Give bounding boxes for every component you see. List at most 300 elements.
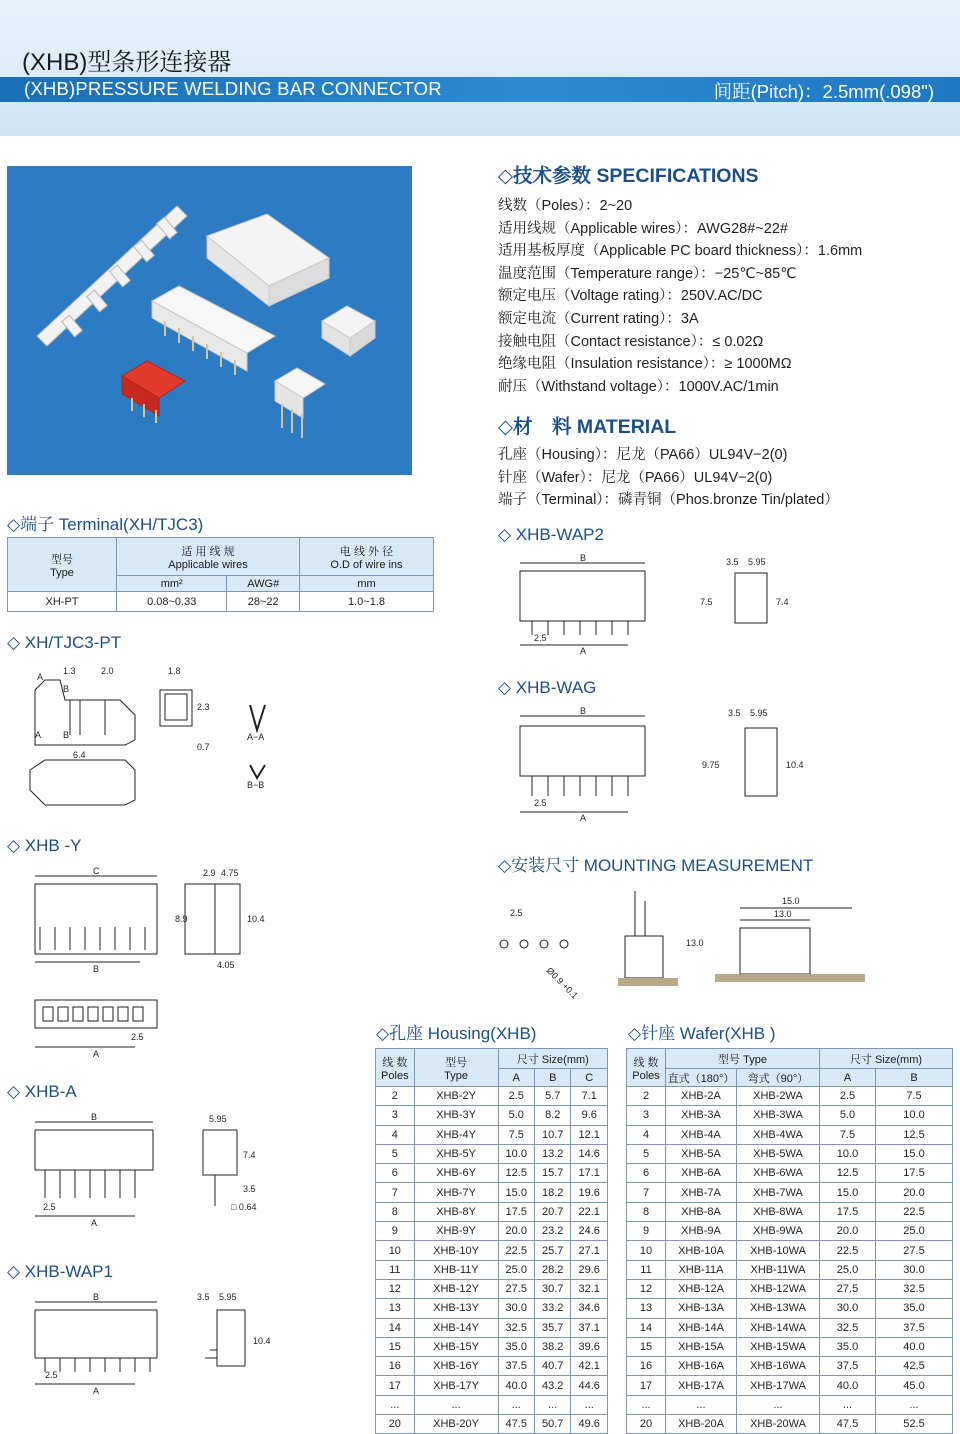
housing-cell: 35.7	[535, 1318, 571, 1337]
xhb-a-dim-595: 5.95	[209, 1114, 227, 1124]
xhb-wap1-dim-35: 3.5	[197, 1292, 210, 1302]
housing-row	[376, 1222, 608, 1241]
xhb-wap2-drawing	[510, 551, 820, 656]
wafer-row	[627, 1202, 953, 1221]
housing-row	[376, 1202, 608, 1221]
housing-row	[376, 1376, 608, 1395]
wafer-cell: XHB-12WA	[737, 1279, 820, 1298]
spec-insulation: 绝缘电阻（Insulation resistance）：≥ 1000MΩ	[498, 356, 792, 372]
housing-col-a: A	[498, 1069, 534, 1087]
housing-row	[376, 1299, 608, 1318]
wafer-cell: 7.5	[820, 1125, 876, 1144]
wafer-cell: XHB-20A	[666, 1415, 737, 1434]
xhb-wag-dim-104: 10.4	[786, 760, 804, 770]
wafer-cell: XHB-17WA	[737, 1376, 820, 1395]
page-title-cn: (XHB)型条形连接器	[22, 49, 232, 76]
housing-cell: 22.5	[498, 1241, 534, 1260]
mounting-heading: ◇安装尺寸 MOUNTING MEASUREMENT	[498, 856, 814, 875]
wafer-cell: XHB-15A	[666, 1337, 737, 1356]
wafer-cell: XHB-16A	[666, 1357, 737, 1376]
mounting-dim-pitch: 2.5	[510, 908, 523, 918]
wafer-cell: 16	[627, 1357, 666, 1376]
xhb-a-dim-064: □ 0.64	[231, 1202, 257, 1212]
housing-cell: 30.7	[535, 1279, 571, 1298]
wafer-cell: 20	[627, 1415, 666, 1434]
terminal-unit-mm2: mm²	[117, 576, 227, 592]
xhb-wag-drawing	[510, 704, 820, 824]
wafer-cell: XHB-4WA	[737, 1125, 820, 1144]
wafer-cell: 3	[627, 1106, 666, 1125]
xhb-y-dim-89: 8.9	[175, 914, 188, 924]
wafer-cell: 20.0	[820, 1222, 876, 1241]
wafer-right-angle	[275, 368, 325, 438]
wafer-cell: XHB-7A	[666, 1183, 737, 1202]
wafer-cell: XHB-6A	[666, 1164, 737, 1183]
spec-board: 适用基板厚度（Applicable PC board thickness）：1.6mm	[498, 243, 863, 259]
wafer-cell: 45.0	[876, 1376, 953, 1395]
housing-cell: 18.2	[535, 1183, 571, 1202]
wafer-cell: 32.5	[876, 1279, 953, 1298]
wafer-cell: XHB-2A	[666, 1087, 737, 1106]
mounting-drawing	[490, 876, 870, 1006]
xh-pt-section-aa: A−A	[247, 732, 265, 742]
wafer-cell: 17.5	[876, 1164, 953, 1183]
housing-cell: 19.6	[571, 1183, 608, 1202]
wafer-cell: 47.5	[820, 1415, 876, 1434]
xh-pt-dim-6: 0.7	[197, 742, 210, 752]
housing-col-b: B	[535, 1069, 571, 1087]
wafer-cell: 35.0	[820, 1337, 876, 1356]
housing-cell: 12.5	[498, 1164, 534, 1183]
wafer-cell: XHB-9A	[666, 1222, 737, 1241]
wafer-row	[627, 1279, 953, 1298]
wafer-row	[627, 1260, 953, 1279]
housing-row	[376, 1144, 608, 1163]
wafer-cell: XHB-12A	[666, 1279, 737, 1298]
housing-cell: 39.6	[571, 1337, 608, 1356]
housing-cell: 27.5	[498, 1279, 534, 1298]
wafer-cell: XHB-3A	[666, 1106, 737, 1125]
mounting-dim-hole: Ø0.9 +0.1	[544, 965, 580, 1001]
housing-cell: XHB-3Y	[414, 1106, 498, 1125]
xhb-wag-dim-595: 5.95	[750, 708, 768, 718]
xhb-wap2-heading: ◇ XHB-WAP2	[498, 525, 604, 544]
housing-cell: 25.0	[498, 1260, 534, 1279]
terminal-col-od: 电 线 外 径 O.D of wire ins	[300, 538, 434, 576]
xhb-y-heading: ◇ XHB -Y	[7, 836, 82, 855]
housing-cell: XHB-7Y	[414, 1183, 498, 1202]
wafer-row	[627, 1144, 953, 1163]
housing-cell: 25.7	[535, 1241, 571, 1260]
wafer-cell: XHB-17A	[666, 1376, 737, 1395]
material-terminal: 端子（Terminal）：磷青铜（Phos.bronze Tin/plated）	[498, 492, 839, 508]
wafer-row	[627, 1183, 953, 1202]
xh-pt-label-a2: A	[35, 730, 42, 740]
xhb-y-dim-475: 4.75	[221, 868, 239, 878]
wafer-cell: XHB-20WA	[737, 1415, 820, 1434]
housing-cell: 38.2	[535, 1337, 571, 1356]
housing-cell: 23.2	[535, 1222, 571, 1241]
wafer-cell: 25.0	[876, 1222, 953, 1241]
wafer-cell: XHB-9WA	[737, 1222, 820, 1241]
product-photo	[7, 166, 412, 475]
xhb-wap2-dim-b: B	[580, 553, 587, 563]
wafer-cell: 22.5	[820, 1241, 876, 1260]
housing-cell: 14.6	[571, 1144, 608, 1163]
terminal-col-type: 型号 Type	[8, 538, 117, 592]
xhb-wap2-dim-25: 2.5	[534, 633, 547, 643]
housing-cell: 4	[376, 1125, 415, 1144]
housing-cell: ...	[498, 1395, 534, 1414]
xhb-a-heading: ◇ XHB-A	[7, 1082, 77, 1101]
housing-cell: XHB-4Y	[414, 1125, 498, 1144]
spec-wires: 适用线规（Applicable wires）：AWG28#~22#	[498, 221, 788, 237]
housing-cell: 12	[376, 1279, 415, 1298]
xh-pt-label-b2: B	[63, 730, 70, 740]
wafer-cell: 12.5	[820, 1164, 876, 1183]
wafer-cell: 7.5	[876, 1087, 953, 1106]
wafer-cell: 5	[627, 1144, 666, 1163]
wafer-cell: 22.5	[876, 1202, 953, 1221]
wafer-cell: 11	[627, 1260, 666, 1279]
xhb-wap1-dim-b: B	[93, 1292, 100, 1302]
housing-cell: 29.6	[571, 1260, 608, 1279]
housing-cell: 32.5	[498, 1318, 534, 1337]
terminal-unit-awg: AWG#	[227, 576, 300, 592]
housing-row	[376, 1106, 608, 1125]
housing-cell: XHB-17Y	[414, 1376, 498, 1395]
wafer-row	[627, 1337, 953, 1356]
housing-cell: XHB-20Y	[414, 1415, 498, 1434]
wafer-cell: 15	[627, 1337, 666, 1356]
housing-cell: ...	[376, 1395, 415, 1414]
wafer-cell: XHB-7WA	[737, 1183, 820, 1202]
spec-voltage: 额定电压（Voltage rating）：250V.AC/DC	[498, 288, 763, 304]
wafer-red	[122, 361, 185, 423]
terminal-heading: ◇端子 Terminal(XH/TJC3)	[7, 515, 204, 534]
page-header	[0, 0, 960, 136]
xhb-wap1-dim-104: 10.4	[253, 1336, 271, 1346]
housing-cell: 15.0	[498, 1183, 534, 1202]
wafer-col-size: 尺寸 Size(mm)	[820, 1049, 953, 1069]
terminal-table	[7, 537, 434, 612]
housing-cell: XHB-10Y	[414, 1241, 498, 1260]
wafer-cell: XHB-6WA	[737, 1164, 820, 1183]
wafer-cell: XHB-5WA	[737, 1144, 820, 1163]
spec-poles: 线数（Poles）：2~20	[498, 198, 633, 214]
housing-cell: 35.0	[498, 1337, 534, 1356]
housing-cell: 43.2	[535, 1376, 571, 1395]
housing-cell: 10	[376, 1241, 415, 1260]
housing-cell: 17	[376, 1376, 415, 1395]
housing-row	[376, 1357, 608, 1376]
wafer-cell: XHB-13WA	[737, 1299, 820, 1318]
xh-pt-section-bb: B−B	[247, 780, 265, 790]
housing-cell: 20.7	[535, 1202, 571, 1221]
wafer-col-type: 型号 Type	[666, 1049, 820, 1069]
xhb-wap2-dim-a: A	[580, 646, 587, 656]
wafer-cell: 9	[627, 1222, 666, 1241]
wafer-cell: 12	[627, 1279, 666, 1298]
housing-cell: 9.6	[571, 1106, 608, 1125]
wafer-row	[627, 1376, 953, 1395]
housing-cell: 17.1	[571, 1164, 608, 1183]
wafer-cell: 37.5	[820, 1357, 876, 1376]
terminal-unit-mm: mm	[300, 576, 434, 592]
wafer-cell: 30.0	[820, 1299, 876, 1318]
housing-table	[375, 1048, 608, 1434]
wafer-cell: XHB-14A	[666, 1318, 737, 1337]
housing-cell: 33.2	[535, 1299, 571, 1318]
wafer-cell: 52.5	[876, 1415, 953, 1434]
wafer-cell: 35.0	[876, 1299, 953, 1318]
terminal-row: XH-PT 0.08~0.33 28~22 1.0~1.8	[8, 592, 434, 612]
housing-cell: 2	[376, 1087, 415, 1106]
xh-pt-dim-4: 2.3	[197, 702, 210, 712]
spec-contact-resistance: 接触电阻（Contact resistance）：≤ 0.02Ω	[498, 334, 764, 350]
housing-cell: 7.1	[571, 1087, 608, 1106]
xhb-a-dim-35: 3.5	[243, 1184, 256, 1194]
material-heading: ◇材 料 MATERIAL	[498, 416, 677, 438]
xh-pt-dim-1: 1.3	[63, 666, 76, 676]
housing-col-type: 型号 Type	[414, 1049, 498, 1087]
housing-cell: XHB-6Y	[414, 1164, 498, 1183]
xhb-wap2-dim-74: 7.4	[776, 597, 789, 607]
housing-cell: 3	[376, 1106, 415, 1125]
wafer-row	[627, 1125, 953, 1144]
housing-cell: 37.5	[498, 1357, 534, 1376]
wafer-cell: ...	[737, 1395, 820, 1414]
housing-cell: 7	[376, 1183, 415, 1202]
wafer-row	[627, 1299, 953, 1318]
wafer-row	[627, 1087, 953, 1106]
housing-cell: 15	[376, 1337, 415, 1356]
housing-row	[376, 1087, 608, 1106]
housing-cell: 5.7	[535, 1087, 571, 1106]
wafer-cell: XHB-4A	[666, 1125, 737, 1144]
xhb-y-dim-a: A	[93, 1049, 100, 1059]
xhb-wap2-dim-595: 5.95	[748, 557, 766, 567]
xh-pt-dim-2: 2.0	[101, 666, 114, 676]
xhb-y-dim-104: 10.4	[247, 914, 265, 924]
wafer-cell: 27.5	[876, 1241, 953, 1260]
housing-cell: XHB-9Y	[414, 1222, 498, 1241]
spec-current: 额定电流（Current rating）：3A	[498, 311, 699, 327]
housing-cell: 44.6	[571, 1376, 608, 1395]
housing-cell: XHB-15Y	[414, 1337, 498, 1356]
xhb-y-dim-29: 2.9	[203, 868, 216, 878]
wafer-cell: XHB-2WA	[737, 1087, 820, 1106]
wafer-col-poles: 线 数 Poles	[627, 1049, 666, 1087]
wafer-col-b: B	[876, 1069, 953, 1087]
wafer-col-a: A	[820, 1069, 876, 1087]
terminal-col-wires: 适 用 线 规 Applicable wires	[117, 538, 300, 576]
wafer-cell: 17	[627, 1376, 666, 1395]
wafer-cell: ...	[627, 1395, 666, 1414]
housing-cell: 8	[376, 1202, 415, 1221]
housing-cell: 28.2	[535, 1260, 571, 1279]
housing-cell: 50.7	[535, 1415, 571, 1434]
wafer-table	[626, 1048, 953, 1434]
wafer-cell: 10.0	[876, 1106, 953, 1125]
housing-cell: 37.1	[571, 1318, 608, 1337]
specs-heading: ◇技术参数 SPECIFICATIONS	[498, 165, 759, 187]
housing-large	[207, 214, 329, 306]
xhb-a-dim-b: B	[91, 1112, 98, 1122]
housing-row	[376, 1125, 608, 1144]
housing-cell: 16	[376, 1357, 415, 1376]
xh-pt-label-b1: B	[63, 684, 70, 694]
wafer-cell: XHB-10A	[666, 1241, 737, 1260]
wafer-cell: 12.5	[876, 1125, 953, 1144]
mounting-dim-15: 15.0	[782, 896, 800, 906]
housing-small	[322, 306, 375, 356]
housing-cell: ...	[414, 1395, 498, 1414]
housing-cell: XHB-12Y	[414, 1279, 498, 1298]
xh-pt-drawing	[25, 660, 285, 820]
xhb-a-drawing	[25, 1108, 285, 1233]
wafer-cell: XHB-14WA	[737, 1318, 820, 1337]
housing-cell: 12.1	[571, 1125, 608, 1144]
wafer-cell: 32.5	[820, 1318, 876, 1337]
housing-cell: XHB-8Y	[414, 1202, 498, 1221]
wafer-cell: ...	[876, 1395, 953, 1414]
housing-cell: 14	[376, 1318, 415, 1337]
housing-cell: 7.5	[498, 1125, 534, 1144]
housing-cell: 47.5	[498, 1415, 534, 1434]
housing-cell: 24.6	[571, 1222, 608, 1241]
housing-cell: XHB-14Y	[414, 1318, 498, 1337]
wafer-cell: 40.0	[876, 1337, 953, 1356]
xhb-y-dim-25: 2.5	[131, 1032, 144, 1042]
housing-cell: 17.5	[498, 1202, 534, 1221]
wafer-cell: 6	[627, 1164, 666, 1183]
xhb-wag-dim-b: B	[580, 706, 587, 716]
wafer-cell: ...	[666, 1395, 737, 1414]
wafer-col-bent: 弯式（90°）	[737, 1069, 820, 1087]
housing-cell: 6	[376, 1164, 415, 1183]
housing-cell: 20.0	[498, 1222, 534, 1241]
xhb-y-drawing	[25, 862, 285, 1062]
xhb-wap1-dim-25: 2.5	[45, 1370, 58, 1380]
housing-cell: 32.1	[571, 1279, 608, 1298]
housing-cell: 40.0	[498, 1376, 534, 1395]
product-photo-art	[7, 166, 412, 475]
wafer-cell: 13	[627, 1299, 666, 1318]
housing-cell: 2.5	[498, 1087, 534, 1106]
housing-col-poles: 线 数 Poles	[376, 1049, 415, 1087]
housing-cell: 49.6	[571, 1415, 608, 1434]
wafer-cell: ...	[820, 1395, 876, 1414]
wafer-row	[627, 1241, 953, 1260]
mounting-dim-height: 13.0	[686, 938, 704, 948]
housing-cell: 30.0	[498, 1299, 534, 1318]
housing-cell: 27.1	[571, 1241, 608, 1260]
housing-cell: 13	[376, 1299, 415, 1318]
housing-cell: 5.0	[498, 1106, 534, 1125]
wafer-cell: 27.5	[820, 1279, 876, 1298]
wafer-cell: XHB-11WA	[737, 1260, 820, 1279]
housing-cell: XHB-2Y	[414, 1087, 498, 1106]
housing-cell: 42.1	[571, 1357, 608, 1376]
wafer-cell: XHB-8WA	[737, 1202, 820, 1221]
xhb-y-dim-c: C	[93, 866, 100, 876]
spec-withstand: 耐压（Withstand voltage）：1000V.AC/1min	[498, 379, 779, 395]
xhb-a-dim-74: 7.4	[243, 1150, 256, 1160]
wafer-cell: 4	[627, 1125, 666, 1144]
housing-row	[376, 1164, 608, 1183]
xh-pt-dim-3: 1.8	[168, 666, 181, 676]
housing-cell: 22.1	[571, 1202, 608, 1221]
wafer-cell: XHB-10WA	[737, 1241, 820, 1260]
housing-cell: 40.7	[535, 1357, 571, 1376]
wafer-row	[627, 1106, 953, 1125]
wafer-cell: 30.0	[876, 1260, 953, 1279]
material-wafer: 针座（Wafer）：尼龙（PA66）UL94V−2(0)	[498, 470, 773, 486]
material-housing: 孔座（Housing）：尼龙（PA66）UL94V−2(0)	[498, 447, 788, 463]
xhb-wap1-dim-a: A	[93, 1386, 100, 1396]
housing-cell: 13.2	[535, 1144, 571, 1163]
wafer-cell: XHB-11A	[666, 1260, 737, 1279]
wafer-cell: 10	[627, 1241, 666, 1260]
wafer-cell: 10.0	[820, 1144, 876, 1163]
wafer-row	[627, 1415, 953, 1434]
housing-row	[376, 1279, 608, 1298]
wafer-cell: 2	[627, 1087, 666, 1106]
xhb-wag-dim-25: 2.5	[534, 798, 547, 808]
wafer-cell: 7	[627, 1183, 666, 1202]
housing-cell: 8.2	[535, 1106, 571, 1125]
pitch-label: 间距(Pitch)：2.5mm(.098")	[713, 81, 934, 102]
xhb-wap1-heading: ◇ XHB-WAP1	[7, 1262, 113, 1281]
housing-cell: 11	[376, 1260, 415, 1279]
wafer-row	[627, 1164, 953, 1183]
xh-pt-heading: ◇ XH/TJC3-PT	[7, 633, 122, 652]
xhb-a-dim-25: 2.5	[43, 1202, 56, 1212]
wafer-row	[627, 1222, 953, 1241]
housing-row	[376, 1318, 608, 1337]
housing-col-c: C	[571, 1069, 608, 1087]
wafer-cell: 5.0	[820, 1106, 876, 1125]
wafer-cell: XHB-15WA	[737, 1337, 820, 1356]
xhb-wap1-drawing	[25, 1288, 285, 1398]
housing-row	[376, 1337, 608, 1356]
housing-row	[376, 1183, 608, 1202]
wafer-col-straight: 直式（180°）	[666, 1069, 737, 1087]
housing-cell: 15.7	[535, 1164, 571, 1183]
wafer-row	[627, 1318, 953, 1337]
housing-cell: ...	[571, 1395, 608, 1414]
housing-cell: ...	[535, 1395, 571, 1414]
xhb-wag-heading: ◇ XHB-WAG	[498, 678, 597, 697]
xhb-wap2-dim-35: 3.5	[726, 557, 739, 567]
wafer-cell: 15.0	[876, 1144, 953, 1163]
wafer-cell: 2.5	[820, 1087, 876, 1106]
wafer-row	[627, 1357, 953, 1376]
housing-cell: 10.0	[498, 1144, 534, 1163]
xhb-wag-dim-35: 3.5	[728, 708, 741, 718]
xhb-wap1-dim-595: 5.95	[219, 1292, 237, 1302]
housing-row	[376, 1395, 608, 1414]
wafer-heading: ◇针座 Wafer(XHB )	[628, 1024, 776, 1043]
spec-temperature: 温度范围（Temperature range）：−25℃~85℃	[498, 266, 797, 282]
xh-pt-label-a1: A	[37, 672, 44, 682]
housing-row	[376, 1241, 608, 1260]
xhb-y-dim-b: B	[93, 964, 100, 974]
page-title-en: (XHB)PRESSURE WELDING BAR CONNECTOR	[24, 78, 442, 99]
xhb-wag-dim-975: 9.75	[702, 760, 720, 770]
housing-heading: ◇孔座 Housing(XHB)	[376, 1024, 537, 1043]
